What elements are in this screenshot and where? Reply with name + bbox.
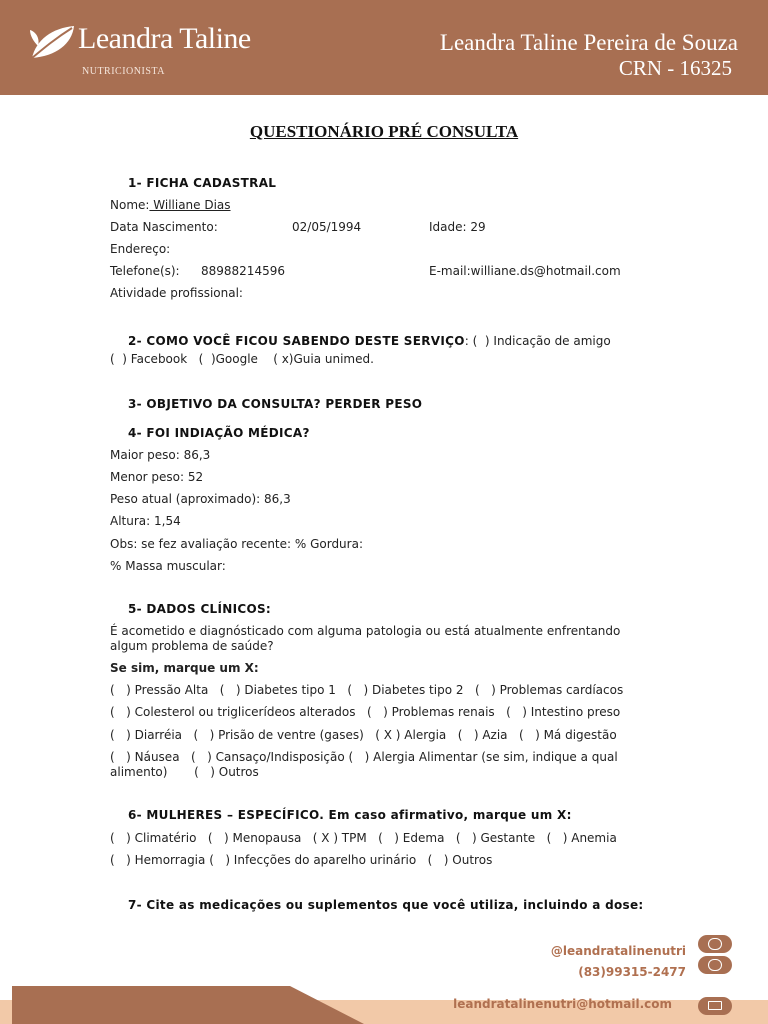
checkbox-row: alimento) ( ) Outros — [110, 765, 259, 779]
whatsapp-icon — [698, 956, 732, 974]
marque-instruction: Se sim, marque um X: — [110, 661, 259, 675]
menor-peso: Menor peso: 52 — [110, 470, 204, 484]
checkbox-row: ( ) Colesterol ou triglicerídeos alterados ( ) Problemas renais ( ) Intestino preso — [110, 705, 621, 719]
massa-muscular: % Massa muscular: — [110, 559, 226, 573]
option-indicacao: : ( ) Indicação de amigo — [464, 334, 611, 348]
nome-label-text: Nome: — [110, 198, 150, 212]
phone-number: (83)99315-2477 — [578, 965, 686, 979]
atividade-label: Atividade profissional: — [110, 286, 243, 300]
section-heading: 6- MULHERES – ESPECÍFICO. Em caso afirmativo, marque um X: — [128, 808, 572, 822]
altura: Altura: 1,54 — [110, 514, 181, 528]
email-contact: leandratalinenutri@hotmail.com — [453, 997, 672, 1011]
options-line: ( ) Facebook ( )Google ( x)Guia unimed. — [110, 352, 374, 366]
email-value: E-mail:williane.ds@hotmail.com — [429, 264, 621, 278]
section-heading: 7- Cite as medicações ou suplementos que você utiliza, incluindo a dose: — [128, 898, 644, 912]
section-heading: 1- FICHA CADASTRAL — [128, 176, 277, 190]
nome-label — [110, 198, 231, 212]
section-heading: 5- DADOS CLÍNICOS: — [128, 602, 272, 616]
peso-atual: Peso atual (aproximado): 86,3 — [110, 492, 291, 506]
section-heading: 3- OBJETIVO DA CONSULTA? PERDER PESO — [128, 397, 423, 411]
endereco-label: Endereço: — [110, 242, 171, 256]
checkbox-row: ( ) Diarréia ( ) Prisão de ventre (gases) ( X ) Alergia ( ) Azia ( ) Má digestão — [110, 728, 617, 742]
page-title: QUESTIONÁRIO PRÉ CONSULTA — [249, 122, 519, 141]
nutritionist-full-name: Leandra Taline Pereira de Souza — [439, 30, 738, 55]
section-2-line-1 — [110, 330, 611, 349]
letterhead-banner — [0, 0, 768, 95]
nascimento-value: 02/05/1994 — [292, 220, 362, 234]
checkbox-row: ( ) Náusea ( ) Cansaço/Indisposição ( ) Alergia Alimentar (se sim, indique a qual — [110, 750, 618, 764]
mail-icon — [698, 997, 732, 1015]
section-medicacoes — [110, 898, 700, 912]
obs-gordura: Obs: se fez avaliação recente: % Gordura: — [110, 537, 363, 551]
nome-value: Williane Dias — [149, 198, 231, 212]
checkbox-row: ( ) Hemorragia ( ) Infecções do aparelho urinário ( ) Outros — [110, 853, 493, 867]
brand-subtitle: NUTRICIONISTA — [82, 66, 165, 77]
footer-accent-shape — [12, 986, 372, 1024]
checkbox-row: ( ) Climatério ( ) Menopausa ( X ) TPM ( ) Edema ( ) Gestante ( ) Anemia — [110, 831, 617, 845]
idade-value: Idade: 29 — [429, 220, 486, 234]
instagram-icon — [698, 935, 732, 953]
section-objetivo — [110, 397, 700, 411]
checkbox-row: ( ) Pressão Alta ( ) Diabetes tipo 1 ( ) Diabetes tipo 2 ( ) Problemas cardíacos — [110, 683, 624, 697]
instagram-handle: @leandratalinenutri — [550, 944, 686, 958]
section-heading: 2- COMO VOCÊ FICOU SABENDO DESTE SERVIÇO — [128, 334, 465, 348]
maior-peso: Maior peso: 86,3 — [110, 448, 211, 462]
question-line-2: algum problema de saúde? — [110, 639, 274, 653]
telefone-label: Telefone(s): — [110, 264, 180, 278]
crn-number: CRN - 16325 — [618, 56, 732, 80]
nascimento-label: Data Nascimento: — [110, 220, 218, 234]
question-line-1: É acometido e diagnósticado com alguma patologia ou está atualmente enfrentando — [110, 624, 621, 638]
brand-name: Leandra Taline — [78, 22, 251, 55]
leaf-logo-icon — [28, 22, 78, 62]
telefone-value: 88988214596 — [201, 264, 285, 278]
section-heading: 4- FOI INDIAÇÃO MÉDICA? — [128, 426, 310, 440]
